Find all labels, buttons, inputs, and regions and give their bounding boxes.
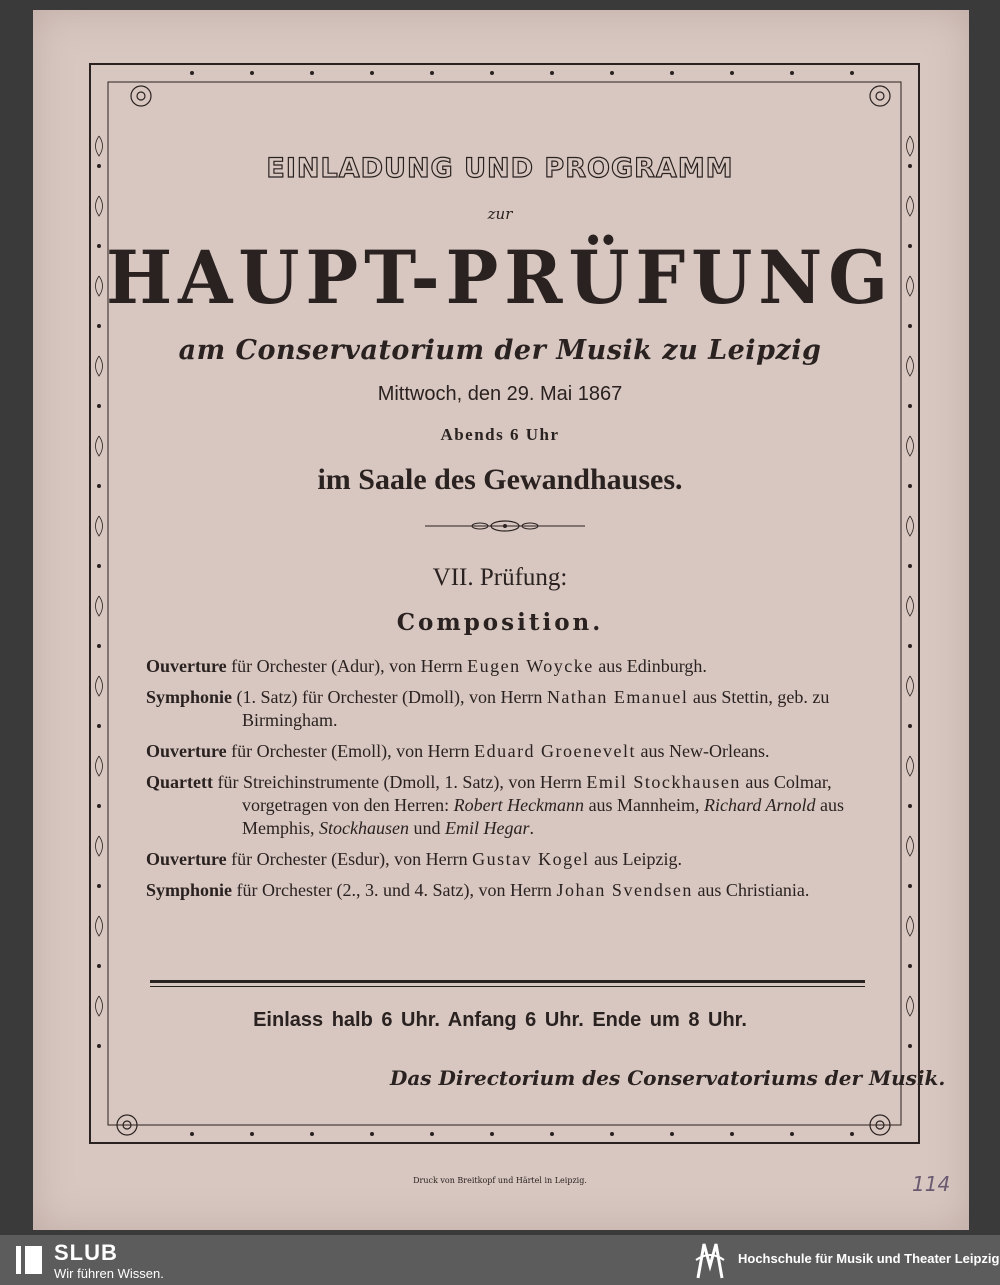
work-type: Ouverture <box>146 849 227 869</box>
invitation-heading: EINLADUNG UND PROGRAMM <box>266 153 734 184</box>
schedule-times: Einlass halb 6 Uhr. Anfang 6 Uhr. Ende um 8 Uhr. <box>253 1009 747 1031</box>
composer-name: Johan Svendsen <box>556 880 693 900</box>
program-item: Ouverture für Orchester (Esdur), von Herrn Gustav Kogel aus Leipzig. <box>146 849 683 869</box>
footer-bar <box>0 1235 1000 1285</box>
slub-logo-icon[interactable] <box>12 1242 46 1278</box>
performer-name: Richard Arnold <box>704 795 816 815</box>
composer-name: Gustav Kogel <box>472 849 590 869</box>
work-type: Quartett <box>146 772 213 792</box>
signature: Das Directorium des Conservatoriums der Musik. <box>390 1066 946 1090</box>
exam-number: VII. Prüfung: <box>432 564 568 591</box>
slub-name[interactable]: SLUB <box>54 1240 118 1265</box>
divider-rule <box>150 980 865 983</box>
work-type: Ouverture <box>146 741 227 761</box>
slub-tagline: Wir führen Wissen. <box>54 1266 164 1281</box>
composer-name: Emil Stockhausen <box>586 772 741 792</box>
performer-name: Stockhausen <box>319 818 409 838</box>
performer-name: Robert Heckmann <box>453 795 585 815</box>
composer-name: Eduard Groenevelt <box>474 741 637 761</box>
conservatory-subtitle: am Conservatorium der Musik zu Leipzig <box>178 335 822 366</box>
divider-ornament-icon <box>425 518 585 534</box>
zur-text: zur <box>487 205 513 223</box>
divider-rule-thin <box>150 986 865 987</box>
archive-number: 114 <box>912 1172 951 1196</box>
composer-name: Nathan Emanuel <box>546 687 689 707</box>
hmt-name[interactable]: Hochschule für Musik und Theater Leipzig <box>738 1251 1000 1266</box>
program-item: Ouverture für Orchester (Emoll), von Herrn Eduard Groenevelt aus New-Orleans. <box>146 741 770 761</box>
event-venue: im Saale des Gewandhauses. <box>317 463 683 496</box>
hmt-logo-icon[interactable] <box>690 1238 730 1284</box>
program-item: Ouverture für Orchester (Adur), von Herrn Eugen Woycke aus Edinburgh. <box>146 656 707 676</box>
event-date: Mittwoch, den 29. Mai 1867 <box>377 383 623 405</box>
program-list <box>146 655 866 910</box>
exam-category: Composition. <box>396 609 604 636</box>
event-time: Abends 6 Uhr <box>440 425 560 444</box>
composer-name: Eugen Woycke <box>467 656 594 676</box>
program-item: Symphonie für Orchester (2., 3. und 4. Satz), von Herrn Johan Svendsen aus Christiania. <box>146 880 810 900</box>
program-item: Symphonie (1. Satz) für Orchester (Dmoll), von Herrn Nathan Emanuel aus Stettin, geb. zu Birmingham. <box>146 687 830 730</box>
work-type: Symphonie <box>146 880 233 900</box>
main-title: HAUPT-PRÜFUNG <box>105 233 895 322</box>
printer-note: Druck von Breitkopf und Härtel in Leipzig. <box>413 1176 587 1185</box>
program-item: Quartett für Streichinstrumente (Dmoll, 1. Satz), von Herrn Emil Stockhausen aus Colmar, vorgetragen von den Herren: Robert Heckmann aus Mannheim, Richard Arnold aus Memphis, Stockhausen und Emil Hegar. <box>146 772 845 838</box>
work-type: Ouverture <box>146 656 227 676</box>
work-type: Symphonie <box>146 687 233 707</box>
performer-name: Emil Hegar <box>445 818 530 838</box>
